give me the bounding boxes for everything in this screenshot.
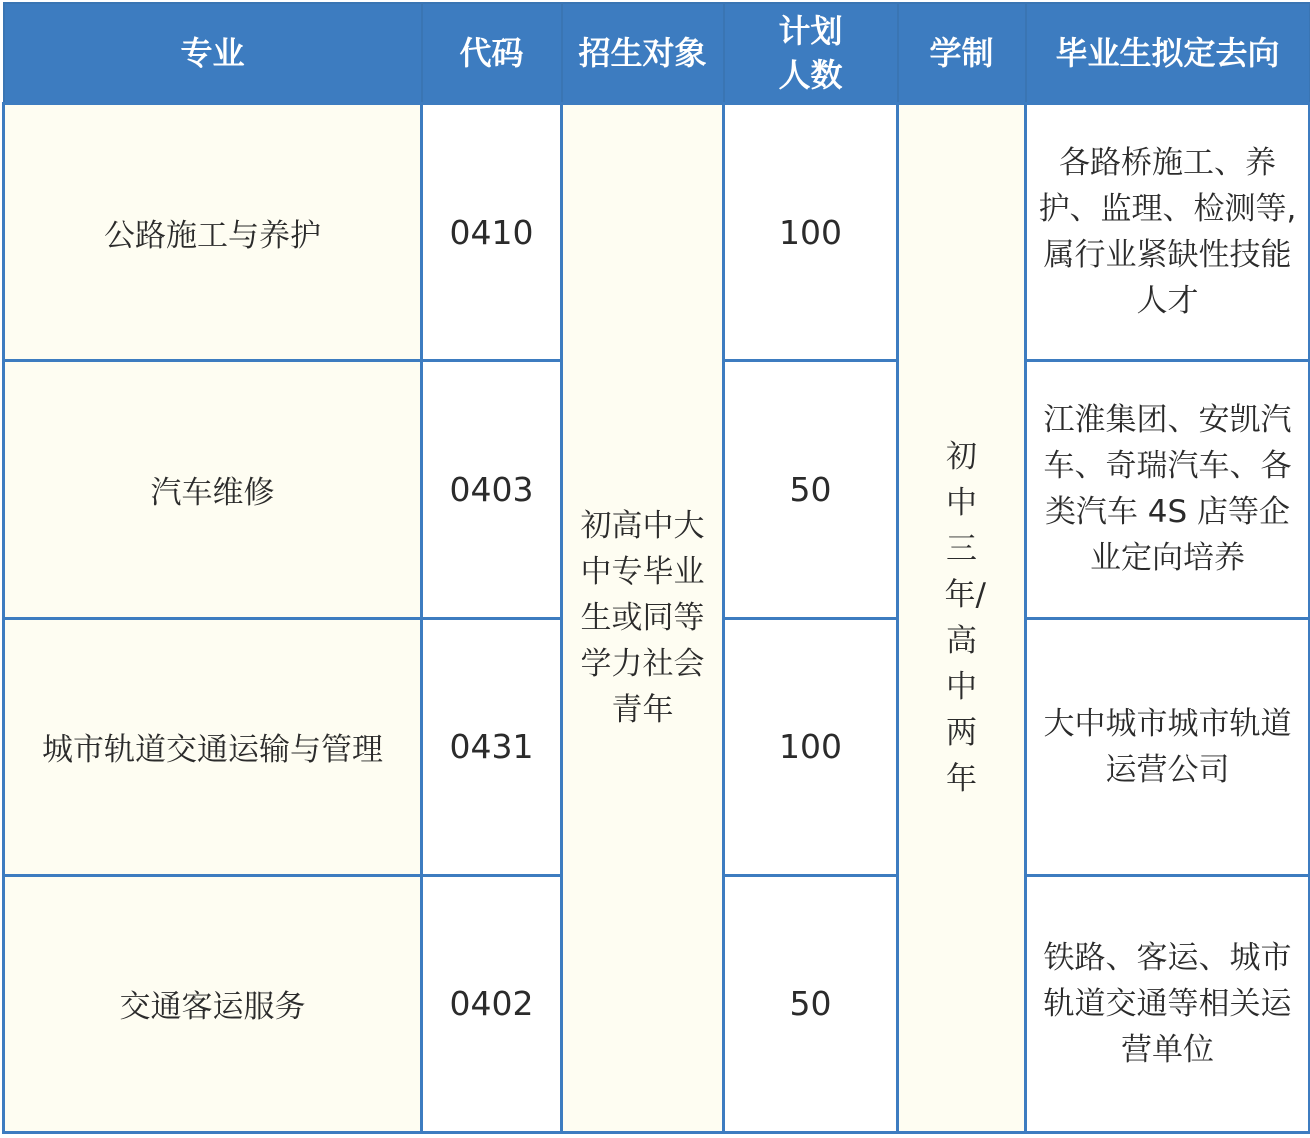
enrollment-table: [2, 2, 1310, 1134]
header-row: [4, 3, 1310, 104]
major-cell: 交通客运服务: [4, 875, 422, 1132]
plan-cell: 100: [724, 618, 898, 875]
code-cell: 0403: [422, 361, 562, 618]
plan-cell: 50: [724, 361, 898, 618]
major-cell: 城市轨道交通运输与管理: [4, 618, 422, 875]
duration-cell: [898, 104, 1026, 1133]
target-text: 初高中大中专毕业生或同等学力社会青年: [580, 508, 705, 728]
header-plan-line2: 人数: [778, 56, 843, 94]
major-cell: 汽车维修: [4, 361, 422, 618]
destination-cell: 铁路、客运、城市轨道交通等相关运营单位: [1026, 875, 1310, 1132]
destination-cell: 江淮集团、安凯汽车、奇瑞汽车、各类汽车 4S 店等企业定向培养: [1026, 361, 1310, 618]
code-cell: 0431: [422, 618, 562, 875]
destination-cell: 大中城市城市轨道运营公司: [1026, 618, 1310, 875]
header-code: 代码: [422, 3, 562, 104]
plan-cell: 100: [724, 104, 898, 361]
header-destination: 毕业生拟定去向: [1026, 3, 1310, 104]
duration-text: 初中三年/高中两年: [944, 439, 986, 797]
header-plan-line1: 计划: [778, 12, 843, 50]
plan-cell: 50: [724, 875, 898, 1132]
table-row: [4, 104, 1310, 361]
header-plan: [724, 3, 898, 104]
target-cell: [562, 104, 724, 1133]
code-cell: 0410: [422, 104, 562, 361]
destination-cell: 各路桥施工、养护、监理、检测等,属行业紧缺性技能人才: [1026, 104, 1310, 361]
major-cell: 公路施工与养护: [4, 104, 422, 361]
header-major: 专业: [4, 3, 422, 104]
enrollment-table-container: [2, 2, 1308, 1134]
code-cell: 0402: [422, 875, 562, 1132]
header-duration: 学制: [898, 3, 1026, 104]
header-target: 招生对象: [562, 3, 724, 104]
